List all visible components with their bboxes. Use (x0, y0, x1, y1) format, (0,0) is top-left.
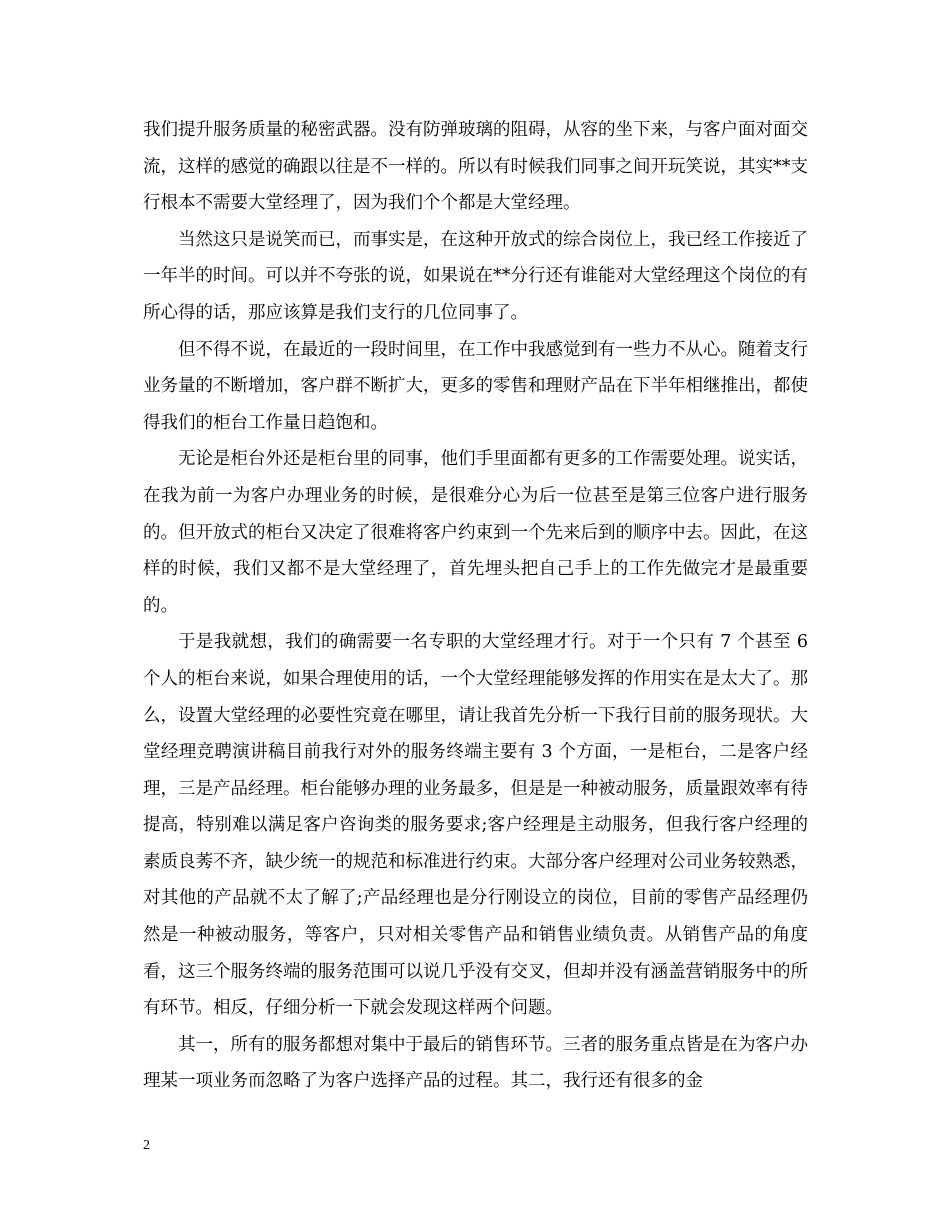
paragraph: 当然这只是说笑而已，而事实是，在这种开放式的综合岗位上，我已经工作接近了一年半的时间。可以并不夸张的说，如果说在**分行还有谁能对大堂经理这个岗位的有所心得的话，那应该算是我们支行的几位同事了。 (143, 229, 808, 323)
paragraph: 于是我就想，我们的确需要一名专职的大堂经理才行。对于一个只有 7 个甚至 6 个人的柜台来说，如果合理使用的话，一个大堂经理能够发挥的作用实在是太大了。那么，设置大堂经理的必要性究竟在哪里，请让我首先分析一下我行目前的服务现状。大堂经理竞聘演讲稿目前我行对外的服务终端主要有 3 个方面，一是柜台，二是客户经理，三是产品经理。柜台能够办理的业务最多，但是是一种被动服务，质量跟效率有待提高，特别难以满足客户咨询类的服务要求;客户经理是主动服务，但我行客户经理的素质良莠不齐，缺少统一的规范和标准进行约束。大部分客户经理对公司业务较熟悉，对其他的产品就不太了解了;产品经理也是分行刚设立的岗位，目前的零售产品经理仍然是一种被动服务，等客户，只对相关零售产品和销售业绩负责。从销售产品的角度看，这三个服务终端的服务范围可以说几乎没有交叉，但却并没有涵盖营销服务中的所有环节。相反，仔细分析一下就会发现这样两个问题。 (143, 632, 808, 1019)
document-body (143, 112, 808, 1100)
paragraph-continued: 我们提升服务质量的秘密武器。没有防弹玻璃的阻碍，从容的坐下来，与客户面对面交流，这样的感觉的确跟以往是不一样的。所以有时候我们同事之间开玩笑说，其实**支行根本不需要大堂经理了，因为我们个个都是大堂经理。 (143, 120, 808, 214)
page-number: 2 (143, 1138, 150, 1153)
paragraph: 但不得不说，在最近的一段时间里，在工作中我感觉到有一些力不从心。随着支行业务量的不断增加，客户群不断扩大，更多的零售和理财产品在下半年相继推出，都使得我们的柜台工作量日趋饱和。 (143, 339, 808, 433)
paragraph: 无论是柜台外还是柜台里的同事，他们手里面都有更多的工作需要处理。说实话，在我为前一为客户办理业务的时候，是很难分心为后一位甚至是第三位客户进行服务的。但开放式的柜台又决定了很难将客户约束到一个先来后到的顺序中去。因此，在这样的时候，我们又都不是大堂经理了，首先埋头把自己手上的工作先做完才是最重要的。 (143, 449, 808, 616)
paragraph: 其一，所有的服务都想对集中于最后的销售环节。三者的服务重点皆是在为客户办理某一项业务而忽略了为客户选择产品的过程。其二，我行还有很多的金 (143, 1034, 808, 1092)
